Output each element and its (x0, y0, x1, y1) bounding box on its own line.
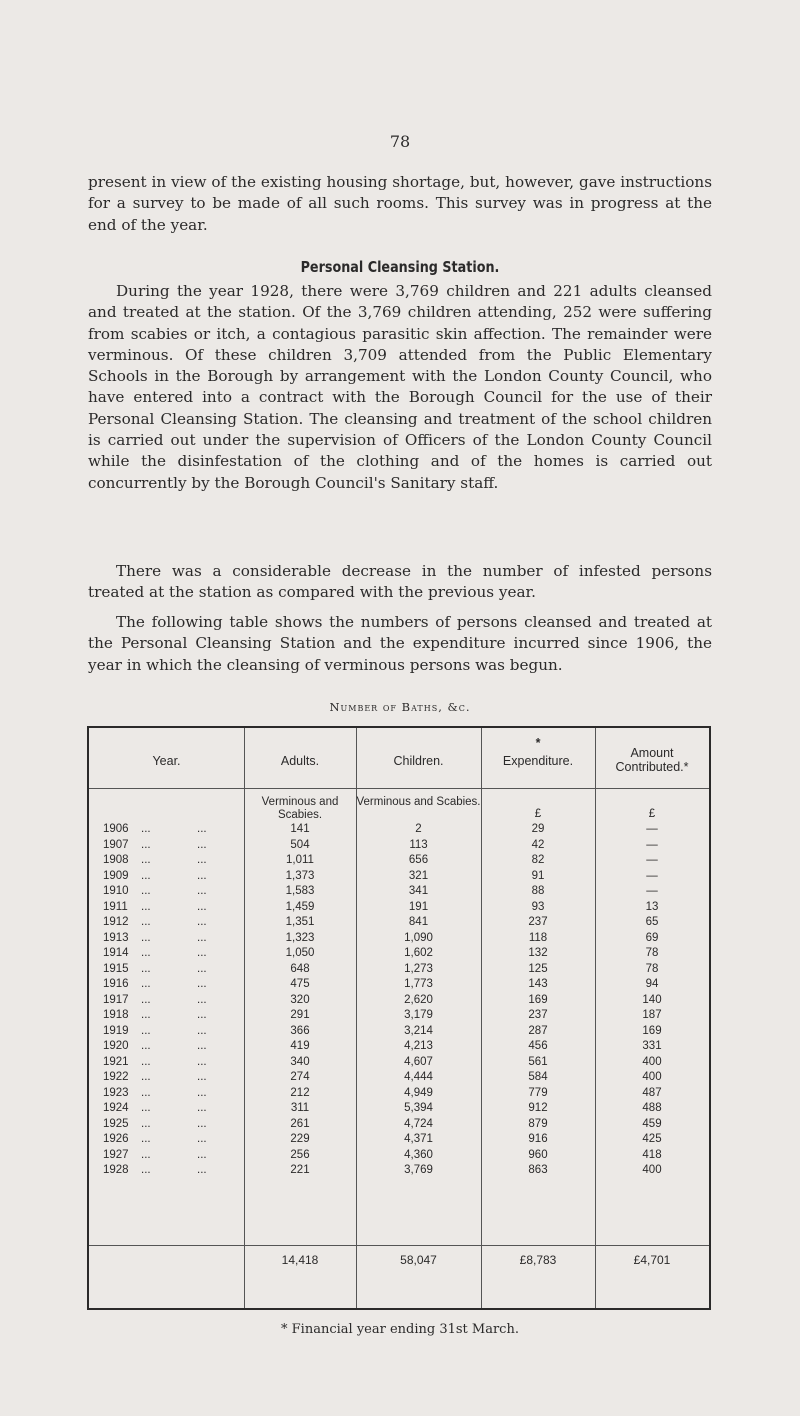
expenditure-cell: 42 (531, 838, 545, 851)
leader-dots: ... (197, 1102, 207, 1114)
leader-dots: ... (141, 823, 151, 835)
page-number: 78 (389, 132, 411, 151)
section-heading: Personal Cleansing Station. (300, 258, 500, 276)
table-row (89, 1101, 709, 1117)
expenditure-cell: 960 (528, 1148, 548, 1161)
expenditure-cell: 584 (528, 1071, 548, 1083)
header-adults: Adults. (280, 754, 320, 768)
leader-dots: ... (141, 1133, 151, 1145)
leader-dots: ... (197, 962, 207, 975)
amount-contributed-cell: — (646, 885, 658, 897)
children-cell: 341 (408, 885, 429, 897)
table-row (89, 977, 709, 993)
year-cell: 1918 (103, 1009, 129, 1021)
table-row (89, 915, 709, 931)
year-cell: 1922 (103, 1071, 129, 1083)
leader-dots: ... (141, 869, 151, 882)
adults-cell: 221 (290, 1164, 310, 1176)
leader-dots: ... (141, 854, 151, 866)
adults-cell: 1,583 (285, 885, 315, 897)
leader-dots: ... (197, 931, 207, 944)
table-row (89, 1086, 709, 1102)
paragraph-table-intro: The following table shows the numbers of persons cleansed and treated at the Personal Cleansing Station and the expenditure incurred since 1906, the year in which the cleansing of verminous persons was begun. (88, 613, 712, 674)
children-cell: 4,360 (404, 1148, 433, 1161)
expenditure-cell: 143 (528, 978, 548, 990)
table-row (89, 962, 709, 978)
amount-contributed-cell: — (646, 854, 658, 866)
subheader-children: Verminous and Scabies. (356, 796, 481, 808)
children-cell: 1,090 (404, 931, 433, 944)
leader-dots: ... (141, 947, 151, 959)
year-cell: 1906 (103, 823, 129, 835)
expenditure-cell: 88 (531, 885, 545, 897)
table-row (89, 1132, 709, 1148)
children-cell: 5,394 (404, 1102, 433, 1114)
leader-dots: ... (197, 1055, 207, 1068)
table-row (89, 1055, 709, 1071)
children-cell: 321 (408, 869, 429, 882)
adults-cell: 1,011 (286, 854, 314, 866)
expenditure-cell: 916 (528, 1133, 548, 1145)
year-cell: 1925 (103, 1117, 129, 1130)
leader-dots: ... (197, 869, 207, 882)
leader-dots: ... (141, 1117, 151, 1130)
amount-contributed-cell: 94 (645, 978, 659, 990)
expenditure-cell: 29 (531, 823, 545, 835)
table-row (89, 869, 709, 885)
table-row (89, 946, 709, 962)
expenditure-cell: 118 (528, 931, 548, 944)
leader-dots: ... (141, 1071, 151, 1083)
expenditure-cell: 879 (528, 1117, 548, 1130)
year-cell: 1923 (103, 1086, 129, 1099)
leader-dots: ... (197, 978, 207, 990)
leader-dots: ... (141, 1009, 151, 1021)
amount-contributed-cell: 400 (642, 1071, 662, 1083)
leader-dots: ... (141, 900, 151, 913)
children-cell: 4,724 (404, 1117, 433, 1130)
leader-dots: ... (141, 1102, 151, 1114)
year-cell: 1919 (103, 1024, 129, 1037)
year-cell: 1927 (103, 1148, 129, 1161)
adults-cell: 1,323 (285, 931, 315, 944)
children-cell: 3,214 (404, 1024, 433, 1037)
children-cell: 4,444 (404, 1071, 433, 1083)
amount-contributed-cell: 78 (645, 962, 659, 975)
adults-cell: 504 (290, 838, 310, 851)
expenditure-cell: 456 (528, 1040, 548, 1052)
amount-contributed-cell: 418 (642, 1148, 662, 1161)
leader-dots: ... (197, 1071, 207, 1083)
leader-dots: ... (141, 1055, 151, 1068)
leader-dots: ... (141, 838, 151, 851)
leader-dots: ... (141, 1086, 151, 1099)
leader-dots: ... (197, 1148, 207, 1161)
leader-dots: ... (141, 916, 151, 928)
table-row (89, 838, 709, 854)
amount-contributed-cell: 400 (642, 1164, 662, 1176)
total-adults: 14,418 (281, 1253, 319, 1267)
amount-contributed-cell: 459 (642, 1117, 662, 1130)
year-cell: 1914 (103, 947, 129, 959)
paragraph-decrease: There was a considerable decrease in the number of infested persons treated at the station as compared with the previous year. (88, 562, 712, 602)
adults-cell: 1,373 (285, 869, 315, 882)
table-row (89, 853, 709, 869)
year-cell: 1920 (103, 1040, 129, 1052)
children-cell: 4,213 (404, 1040, 433, 1052)
children-cell: 656 (408, 854, 429, 866)
table-row (89, 1148, 709, 1164)
year-cell: 1908 (103, 854, 129, 866)
header-expenditure: Expenditure. (502, 754, 574, 768)
year-cell: 1912 (103, 916, 129, 928)
year-cell: 1926 (103, 1133, 129, 1145)
table-row (89, 1070, 709, 1086)
table-row (89, 1117, 709, 1133)
leader-dots: ... (141, 1164, 151, 1176)
children-cell: 191 (408, 900, 429, 913)
totals-rule (89, 1245, 709, 1246)
leader-dots: ... (141, 1024, 151, 1037)
amount-contributed-cell: 187 (642, 1009, 662, 1021)
amount-contributed-cell: 488 (642, 1102, 662, 1114)
children-cell: 113 (409, 838, 428, 851)
children-cell: 1,273 (404, 962, 433, 975)
total-children: 58,047 (400, 1253, 437, 1267)
adults-cell: 320 (290, 993, 310, 1006)
children-cell: 4,371 (404, 1133, 433, 1145)
subheader-amount-unit: £ (648, 808, 656, 820)
expenditure-cell: 169 (528, 993, 548, 1006)
adults-cell: 340 (290, 1055, 310, 1068)
year-cell: 1909 (103, 869, 129, 882)
table-row (89, 1039, 709, 1055)
leader-dots: ... (197, 1086, 207, 1099)
leader-dots: ... (141, 885, 151, 897)
adults-cell: 311 (290, 1102, 310, 1114)
amount-contributed-cell: 69 (645, 931, 659, 944)
children-cell: 841 (408, 916, 429, 928)
leader-dots: ... (197, 885, 207, 897)
children-cell: 1,602 (404, 947, 433, 959)
amount-contributed-cell: 487 (642, 1086, 662, 1099)
leader-dots: ... (197, 1117, 207, 1130)
leader-dots: ... (197, 1133, 207, 1145)
children-cell: 2,620 (404, 993, 433, 1006)
children-cell: 3,179 (404, 1009, 433, 1021)
amount-contributed-cell: 331 (642, 1040, 662, 1052)
paragraph-cleansing-summary: During the year 1928, there were 3,769 children and 221 adults cleansed and treated at the station. Of the 3,769 children attending, 252 were suffering from scabies or itch, a contagious parasitic skin affection. The remainder were verminous. Of these children 3,709 attended from the Public Elementary Schools in the Borough by arrangement with the London County Council, who have entered into a contract with the Borough Council for the use of their Personal Cleansing Station. The cleansing and treatment of the school children is carried out under the supervision of Officers of the London County Council while the disinfestation of the clothing and of the homes is carried out concurrently by the Borough Council's Sanitary staff. (88, 282, 712, 492)
expenditure-cell: 93 (531, 900, 545, 913)
adults-cell: 229 (290, 1133, 310, 1145)
leader-dots: ... (141, 978, 151, 990)
header-children: Children. (393, 754, 444, 768)
adults-cell: 141 (290, 823, 310, 835)
table-row (89, 1008, 709, 1024)
leader-dots: ... (197, 1024, 207, 1037)
table-row (89, 900, 709, 916)
expenditure-cell: 863 (528, 1164, 548, 1176)
total-amount-contributed: £4,701 (633, 1253, 671, 1267)
adults-cell: 648 (290, 962, 310, 975)
adults-cell: 1,351 (285, 916, 315, 928)
leader-dots: ... (197, 947, 207, 959)
adults-cell: 1,459 (285, 900, 315, 913)
amount-contributed-cell: — (646, 869, 658, 882)
adults-cell: 475 (290, 978, 310, 990)
table-row (89, 993, 709, 1009)
leader-dots: ... (197, 823, 207, 835)
totals-row (89, 1253, 709, 1273)
leader-dots: ... (141, 993, 151, 1006)
adults-cell: 366 (290, 1024, 310, 1037)
amount-contributed-cell: — (646, 823, 658, 835)
year-cell: 1921 (103, 1055, 129, 1068)
amount-contributed-cell: 13 (645, 900, 659, 913)
header-amount-contributed: Amount Contributed.* (615, 746, 689, 774)
paragraph-intro: present in view of the existing housing shortage, but, however, gave instructions for a survey to be made of all such rooms. This survey was in progress at the end of the year. (88, 173, 712, 234)
children-cell: 3,769 (404, 1164, 433, 1176)
total-expenditure: £8,783 (519, 1253, 557, 1267)
year-cell: 1911 (103, 900, 128, 913)
expenditure-cell: 779 (528, 1086, 548, 1099)
leader-dots: ... (197, 993, 207, 1006)
adults-cell: 261 (290, 1117, 310, 1130)
expenditure-cell: 132 (528, 947, 548, 959)
year-cell: 1924 (103, 1102, 129, 1114)
year-cell: 1910 (103, 885, 129, 897)
header-year: Year. (152, 754, 181, 768)
amount-contributed-cell: 140 (642, 993, 662, 1006)
leader-dots: ... (197, 854, 207, 866)
year-cell: 1916 (103, 978, 129, 990)
expenditure-cell: 82 (531, 854, 545, 866)
adults-cell: 212 (290, 1086, 310, 1099)
table-row (89, 931, 709, 947)
expenditure-cell: 912 (528, 1102, 548, 1114)
adults-cell: 291 (290, 1009, 310, 1021)
subheader-expenditure-unit: £ (534, 808, 542, 820)
header-expenditure-mark: * (535, 736, 541, 750)
expenditure-cell: 237 (528, 916, 548, 928)
expenditure-cell: 237 (528, 1009, 548, 1021)
leader-dots: ... (197, 1040, 207, 1052)
expenditure-cell: 125 (528, 962, 548, 975)
leader-dots: ... (197, 1164, 207, 1176)
expenditure-cell: 561 (528, 1055, 548, 1068)
children-cell: 2 (415, 823, 422, 835)
leader-dots: ... (141, 931, 151, 944)
year-cell: 1928 (103, 1164, 129, 1176)
table-caption: Number of Baths, &c. (329, 700, 471, 714)
table-body (89, 822, 709, 1179)
table-row (89, 1163, 709, 1179)
footnote: * Financial year ending 31st March. (281, 1322, 519, 1337)
year-cell: 1917 (103, 993, 129, 1006)
children-cell: 4,949 (404, 1086, 433, 1099)
expenditure-cell: 287 (528, 1024, 548, 1037)
amount-contributed-cell: 65 (645, 916, 659, 928)
leader-dots: ... (197, 916, 207, 928)
year-cell: 1907 (103, 838, 129, 851)
leader-dots: ... (141, 1040, 151, 1052)
leader-dots: ... (197, 838, 207, 851)
table-row (89, 1024, 709, 1040)
table-row (89, 884, 709, 900)
amount-contributed-cell: 425 (642, 1133, 662, 1145)
adults-cell: 1,050 (285, 947, 315, 959)
children-cell: 1,773 (404, 978, 433, 990)
adults-cell: 419 (290, 1040, 310, 1052)
amount-contributed-cell: 400 (642, 1055, 662, 1068)
amount-contributed-cell: 169 (642, 1024, 662, 1037)
amount-contributed-cell: — (646, 838, 658, 851)
leader-dots: ... (141, 962, 151, 975)
leader-dots: ... (197, 1009, 207, 1021)
table-row (89, 822, 709, 838)
leader-dots: ... (141, 1148, 151, 1161)
adults-cell: 274 (290, 1071, 310, 1083)
subheader-adults: Verminous and Scabies. (261, 796, 339, 821)
year-cell: 1913 (103, 931, 129, 944)
amount-contributed-cell: 78 (645, 947, 659, 959)
year-cell: 1915 (103, 962, 129, 975)
children-cell: 4,607 (404, 1055, 433, 1068)
header-rule (89, 788, 709, 789)
adults-cell: 256 (290, 1148, 310, 1161)
leader-dots: ... (197, 900, 207, 913)
baths-table (87, 726, 711, 1310)
expenditure-cell: 91 (531, 869, 545, 882)
